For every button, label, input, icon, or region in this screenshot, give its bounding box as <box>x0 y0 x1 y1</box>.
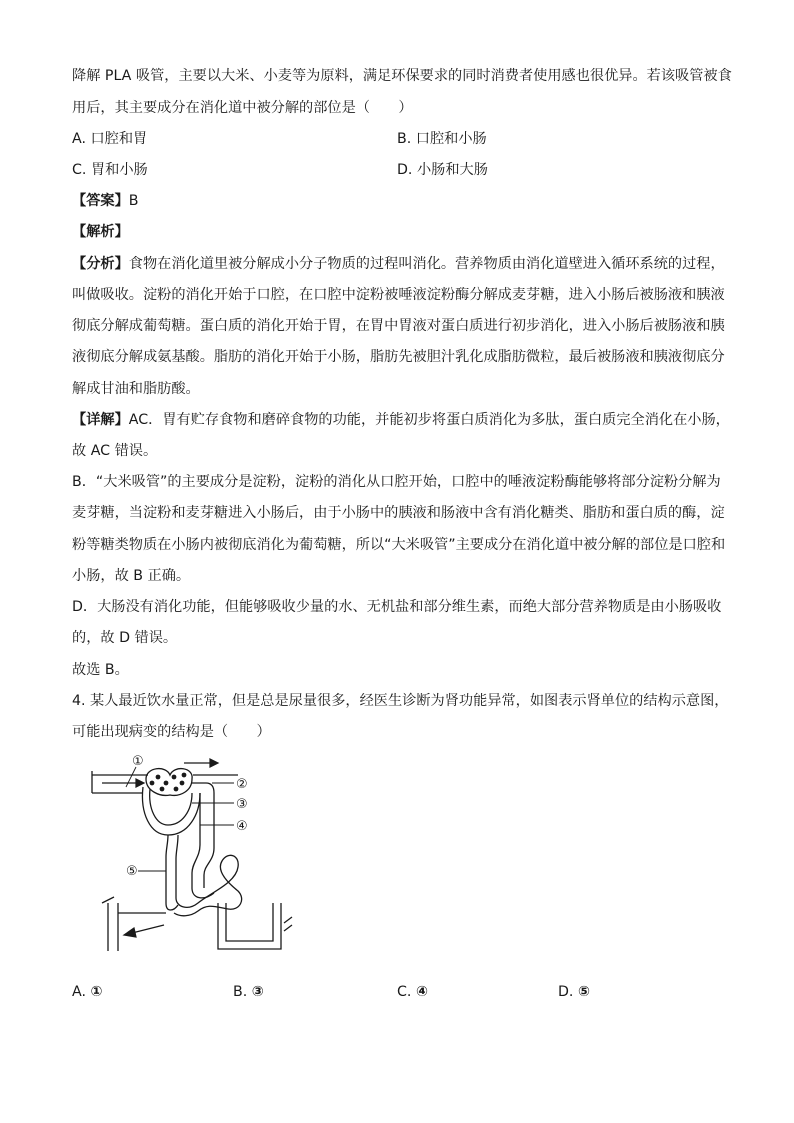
q3-fenxi-line-1 <box>72 254 725 274</box>
label-4: ④ <box>236 819 248 834</box>
q3-fenxi-line-5: 解成甘油和脂肪酸。 <box>72 381 200 397</box>
q3-fenxi-line-4: 液彻底分解成氨基酸。脂肪的消化开始于小肠，脂肪先被胆汁乳化成脂肪微粒，最后被肠液和胰液彻底分 <box>72 349 725 365</box>
fenxi-text: 食物在消化道里被分解成小分子物质的过程叫消化。营养物质由消化道壁进入循环系统的过程， <box>128 256 725 272</box>
analysis-tag: 【解析】 <box>72 224 129 240</box>
q4-stem-line-1: 4. 某人最近饮水量正常，但是总是尿量很多，经医生诊断为肾功能异常，如图表示肾单位的结构示意图， <box>72 693 729 709</box>
label-2: ② <box>236 777 248 792</box>
option-letter: D. <box>558 984 574 1000</box>
xiangjie-text: AC．胃有贮存食物和磨碎食物的功能，并能初步将蛋白质消化为多肽，蛋白质完全消化在小肠， <box>128 412 730 428</box>
break-mark-right-2 <box>284 925 292 931</box>
q3-stem-line-1: 降解 PLA 吸管，主要以大米、小麦等为原料，满足环保要求的同时消费者使用感也很优异。若该吸管被食 <box>72 68 732 84</box>
arrow-vein-head <box>124 928 136 937</box>
option-letter: C. <box>72 162 87 178</box>
option-text: 口腔和小肠 <box>415 131 487 147</box>
q3-stem-line-2: 用后，其主要成分在消化道中被分解的部位是（ ） <box>72 100 413 116</box>
arrow-out-head <box>210 759 218 767</box>
option-letter: B. <box>233 984 248 1000</box>
q3-answer <box>72 191 139 211</box>
fenxi-tag: 【分析】 <box>72 256 129 272</box>
xiangjie-tag: 【详解】 <box>72 412 129 428</box>
break-mark <box>102 897 114 903</box>
q3-option-a <box>72 129 147 149</box>
option-letter: C. <box>397 984 412 1000</box>
tubule-inner <box>176 835 178 898</box>
q3-xiangjie-line-7: D．大肠没有消化功能，但能够吸收少量的水、无机盐和部分维生素，而绝大部分营养物质是由小肠吸收 <box>72 599 722 615</box>
option-letter: A. <box>72 131 86 147</box>
option-mark: ③ <box>251 984 264 1000</box>
option-mark: ① <box>90 984 103 1000</box>
label-3: ③ <box>236 797 248 812</box>
arrow-vein <box>132 925 164 933</box>
q3-xiangjie-line-2: 故 AC 错误。 <box>72 443 158 459</box>
option-text: 小肠和大肠 <box>416 162 488 178</box>
efferent-down <box>192 783 214 888</box>
q3-fenxi-line-2: 叫做吸收。淀粉的消化开始于口腔，在口腔中淀粉被唾液淀粉酶分解成麦芽糖，进入小肠后被肠液和胰液 <box>72 287 725 303</box>
q4-stem-line-2: 可能出现病变的结构是（ ） <box>72 724 271 740</box>
q4-option-b <box>233 982 264 1002</box>
option-mark: ⑤ <box>577 984 590 1000</box>
capillary-loop <box>192 888 214 898</box>
glomerulus-dots <box>150 773 187 792</box>
q3-xiangjie-line-6: 小肠，故 B 正确。 <box>72 568 191 584</box>
q3-xiangjie-line-1 <box>72 410 730 430</box>
option-text: 口腔和胃 <box>90 131 148 147</box>
option-letter: D. <box>397 162 413 178</box>
q3-xiangjie-line-5: 粉等糖类物质在小肠内被彻底消化为葡萄糖，所以“大米吸管”主要成分在消化道中被分解的部位是口腔和 <box>72 537 726 553</box>
q3-xiangjie-line-3: B．“大米吸管”的主要成分是淀粉，淀粉的消化从口腔开始，口腔中的唾液淀粉酶能够将部分淀粉分解为 <box>72 474 721 490</box>
q3-fenxi-line-3: 彻底分解成葡萄糖。蛋白质的消化开始于胃，在胃中胃液对蛋白质进行初步消化，进入小肠后被肠液和胰 <box>72 318 725 334</box>
label-1: ① <box>132 754 144 769</box>
collecting-duct-outer <box>218 903 281 949</box>
q4-option-a <box>72 982 103 1002</box>
q4-option-d <box>558 982 590 1002</box>
nephron-diagram <box>88 753 303 971</box>
option-text: 胃和小肠 <box>90 162 148 178</box>
option-letter: A. <box>72 984 86 1000</box>
q3-conclusion: 故选 B。 <box>72 662 129 678</box>
option-letter: B. <box>397 131 412 147</box>
capsule-inner <box>150 789 192 825</box>
q4-option-c <box>397 982 428 1002</box>
q3-option-d <box>397 160 488 180</box>
answer-tag: 【答案】 <box>72 193 129 209</box>
q3-analysis-heading <box>72 222 129 242</box>
arrow-in-head <box>136 779 144 787</box>
answer-value: B <box>128 193 139 209</box>
q3-xiangjie-line-4: 麦芽糖，当淀粉和麦芽糖进入小肠后，由于小肠中的胰液和肠液中含有消化糖类、脂肪和蛋白质的酶，淀 <box>72 505 725 521</box>
q3-option-c <box>72 160 148 180</box>
label-5: ⑤ <box>126 864 138 879</box>
break-mark-right <box>284 917 292 923</box>
q3-xiangjie-line-8: 的，故 D 错误。 <box>72 630 178 646</box>
leader-1 <box>126 767 136 787</box>
option-mark: ④ <box>415 984 428 1000</box>
q3-option-b <box>397 129 487 149</box>
